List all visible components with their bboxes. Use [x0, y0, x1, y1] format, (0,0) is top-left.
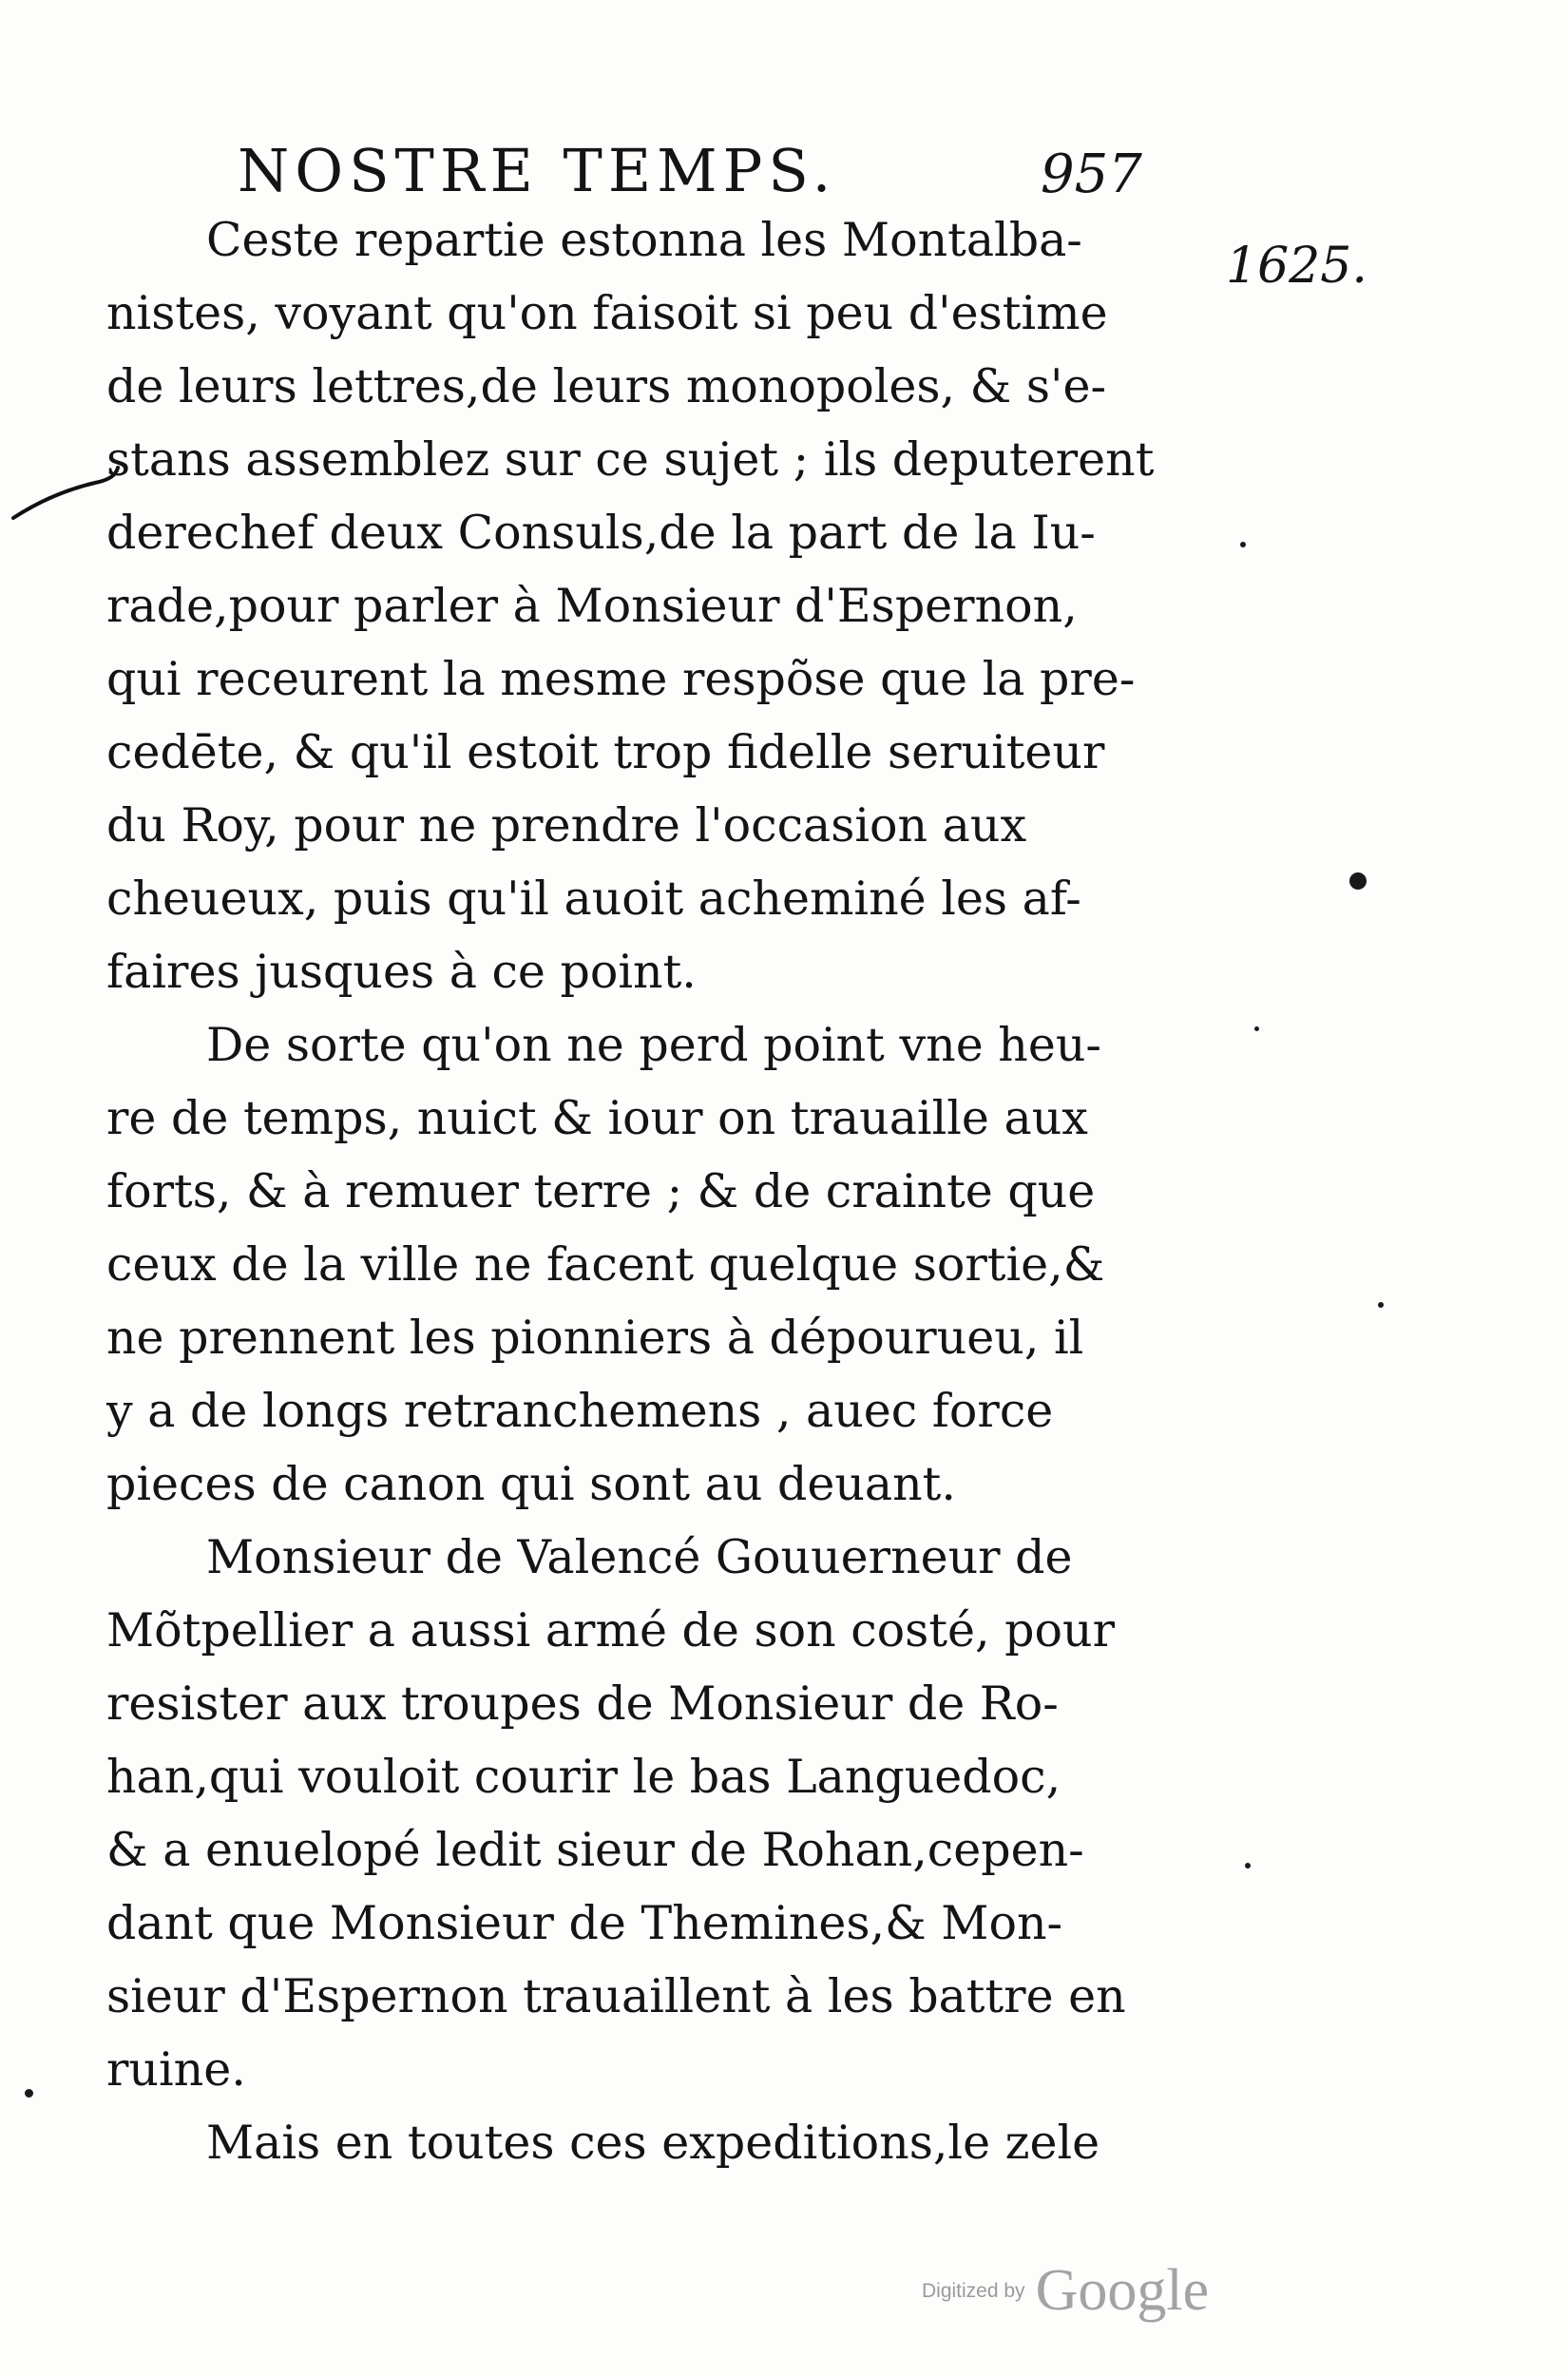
ink-speck [25, 2089, 33, 2098]
text-line: cheueux, puis qu'il auoit acheminé les af- [106, 872, 1081, 926]
text-line: dant que Monsieur de Themines,& Mon- [106, 1896, 1063, 1950]
page-header [238, 133, 1188, 209]
text-line: faires jusques à ce point. [106, 945, 697, 999]
text-line: rade,pour parler à Monsieur d'Espernon, [106, 579, 1078, 633]
text-line: ceux de la ville ne facent quelque sortie,& [106, 1237, 1105, 1292]
ink-speck [1245, 1863, 1251, 1868]
text-line: ne prennent les pionniers à dépourueu, il [106, 1311, 1084, 1365]
text-line: resister aux troupes de Monsieur de Ro- [106, 1677, 1059, 1731]
text-line: Monsieur de Valencé Gouuerneur de [206, 1530, 1073, 1584]
text-line: qui receurent la mesme respõse que la pre- [106, 652, 1136, 706]
text-line: de leurs lettres,de leurs monopoles, & s'e- [106, 359, 1107, 413]
text-line: Mais en toutes ces expeditions,le zele [206, 2116, 1100, 2170]
text-line: han,qui vouloit courir le bas Languedoc, [106, 1750, 1061, 1804]
watermark-google-logo: Google [1035, 2258, 1210, 2323]
text-line: du Roy, pour ne prendre l'occasion aux [106, 798, 1027, 853]
text-line: derechef deux Consuls,de la part de la Iu- [106, 506, 1096, 560]
text-line: De sorte qu'on ne perd point vne heu- [206, 1018, 1101, 1072]
running-title: NOSTRE TEMPS. [238, 136, 837, 205]
ink-speck [1378, 1302, 1384, 1308]
page-number: 957 [1041, 144, 1142, 205]
digitized-by-google-watermark [922, 2257, 1209, 2325]
ink-speck [1254, 1026, 1259, 1031]
text-line: ruine. [106, 2042, 246, 2097]
text-line: Ceste repartie estonna les Montalba- [206, 213, 1082, 267]
text-line: stans assemblez sur ce sujet ; ils deputerent [106, 432, 1155, 487]
text-line: cedēte, & qu'il estoit trop fidelle seruiteur [106, 725, 1105, 779]
text-line: forts, & à remuer terre ; & de crainte que [106, 1164, 1096, 1218]
text-line: pieces de canon qui sont au deuant. [106, 1457, 956, 1511]
watermark-digitized-label: Digitized by [922, 2279, 1025, 2302]
ink-speck [1240, 542, 1246, 547]
text-line: re de temps, nuict & iour on trauaille aux [106, 1091, 1088, 1145]
ink-speck [1349, 872, 1367, 890]
text-line: y a de longs retranchemens , auec force [106, 1384, 1054, 1438]
text-line: Mõtpellier a aussi armé de son costé, pour [106, 1603, 1116, 1657]
text-line: & a enuelopé ledit sieur de Rohan,cepen- [106, 1823, 1084, 1877]
text-line: sieur d'Espernon trauaillent à les battre en [106, 1969, 1126, 2023]
margin-year-note: 1625. [1226, 238, 1367, 295]
text-line: nistes, voyant qu'on faisoit si peu d'estime [106, 286, 1108, 340]
